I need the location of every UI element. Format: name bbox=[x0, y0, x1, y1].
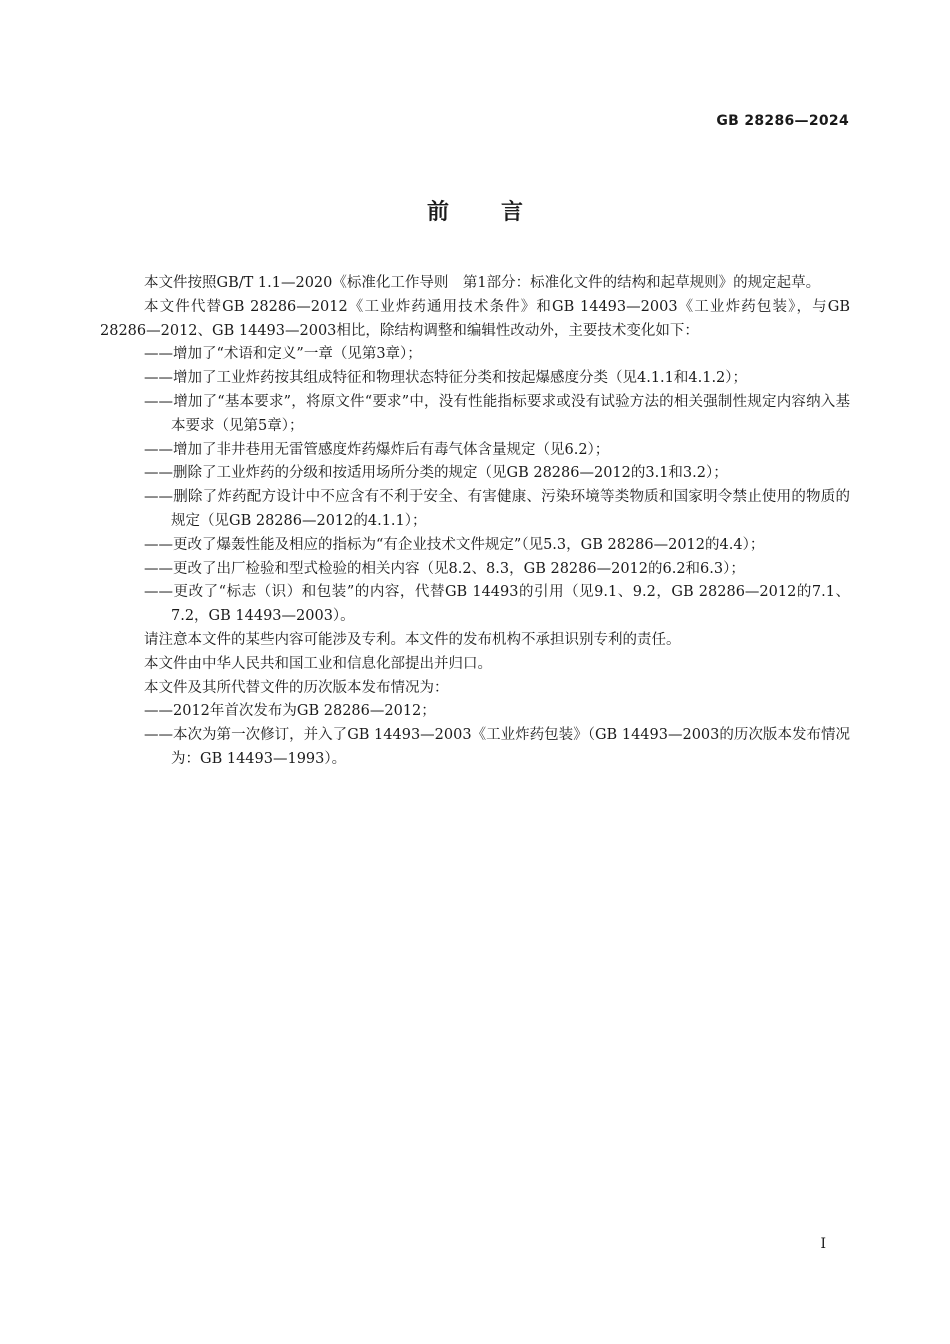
proposer-notice: 本文件由中华人民共和国工业和信息化部提出并归口。 bbox=[144, 655, 492, 672]
change-item: ——增加了工业炸药按其组成特征和物理状态特征分类和按起爆感度分类（见4.1.1和4.1.2）； bbox=[144, 370, 748, 387]
history-intro: 本文件及其所代替文件的历次版本发布情况为： bbox=[144, 679, 449, 696]
change-item: ——增加了非井巷用无雷管感度炸药爆炸后有毒气体含量规定（见6.2）； bbox=[144, 441, 610, 458]
paragraph-drafting-rules: 本文件按照GB/T 1.1—2020《标准化工作导则 第1部分：标准化文件的结构和起草规则》的规定起草。 bbox=[144, 275, 821, 291]
change-item: ——更改了出厂检验和型式检验的相关内容（见8.2、8.3，GB 28286—2012的6.2和6.3）； bbox=[144, 560, 745, 577]
change-item: ——增加了“术语和定义”一章（见第3章）； bbox=[144, 346, 422, 363]
page-title: 前言 bbox=[426, 200, 575, 225]
standard-number: GB 28286—2024 bbox=[716, 113, 849, 129]
foreword-body bbox=[100, 272, 850, 772]
change-item: ——删除了炸药配方设计中不应含有不利于安全、有害健康、污染环境等类物质和国家明令禁止使用的物质的规定（见GB 28286—2012的4.1.1）； bbox=[144, 489, 850, 529]
page-number: I bbox=[820, 1236, 826, 1252]
history-item: ——本次为第一次修订，并入了GB 14493—2003《工业炸药包装》（GB 14493—2003的历次版本发布情况为：GB 14493—1993）。 bbox=[144, 727, 850, 767]
change-item: ——增加了“基本要求”，将原文件“要求”中，没有性能指标要求或没有试验方法的相关强制性规定内容纳入基本要求（见第5章）； bbox=[144, 393, 850, 434]
change-item: ——更改了“标志（识）和包装”的内容，代替GB 14493的引用（见9.1、9.2，GB 28286—2012的7.1、7.2，GB 14493—2003）。 bbox=[144, 584, 850, 625]
history-item: ——2012年首次发布为GB 28286—2012； bbox=[144, 703, 436, 720]
change-item: ——更改了爆轰性能及相应的指标为“有企业技术文件规定”（见5.3，GB 28286—2012的4.4）； bbox=[144, 536, 765, 553]
patent-notice: 请注意本文件的某些内容可能涉及专利。本文件的发布机构不承担识别专利的责任。 bbox=[144, 631, 681, 648]
change-item: ——删除了工业炸药的分级和按适用场所分类的规定（见GB 28286—2012的3.1和3.2）； bbox=[144, 465, 728, 482]
paragraph-replacement: 本文件代替GB 28286—2012《工业炸药通用技术条件》和GB 14493—2003《工业炸药包装》，与GB 28286—2012、GB 14493—2003相比，除结构调整和编辑性改动外，主要技术变化如下： bbox=[100, 298, 850, 339]
